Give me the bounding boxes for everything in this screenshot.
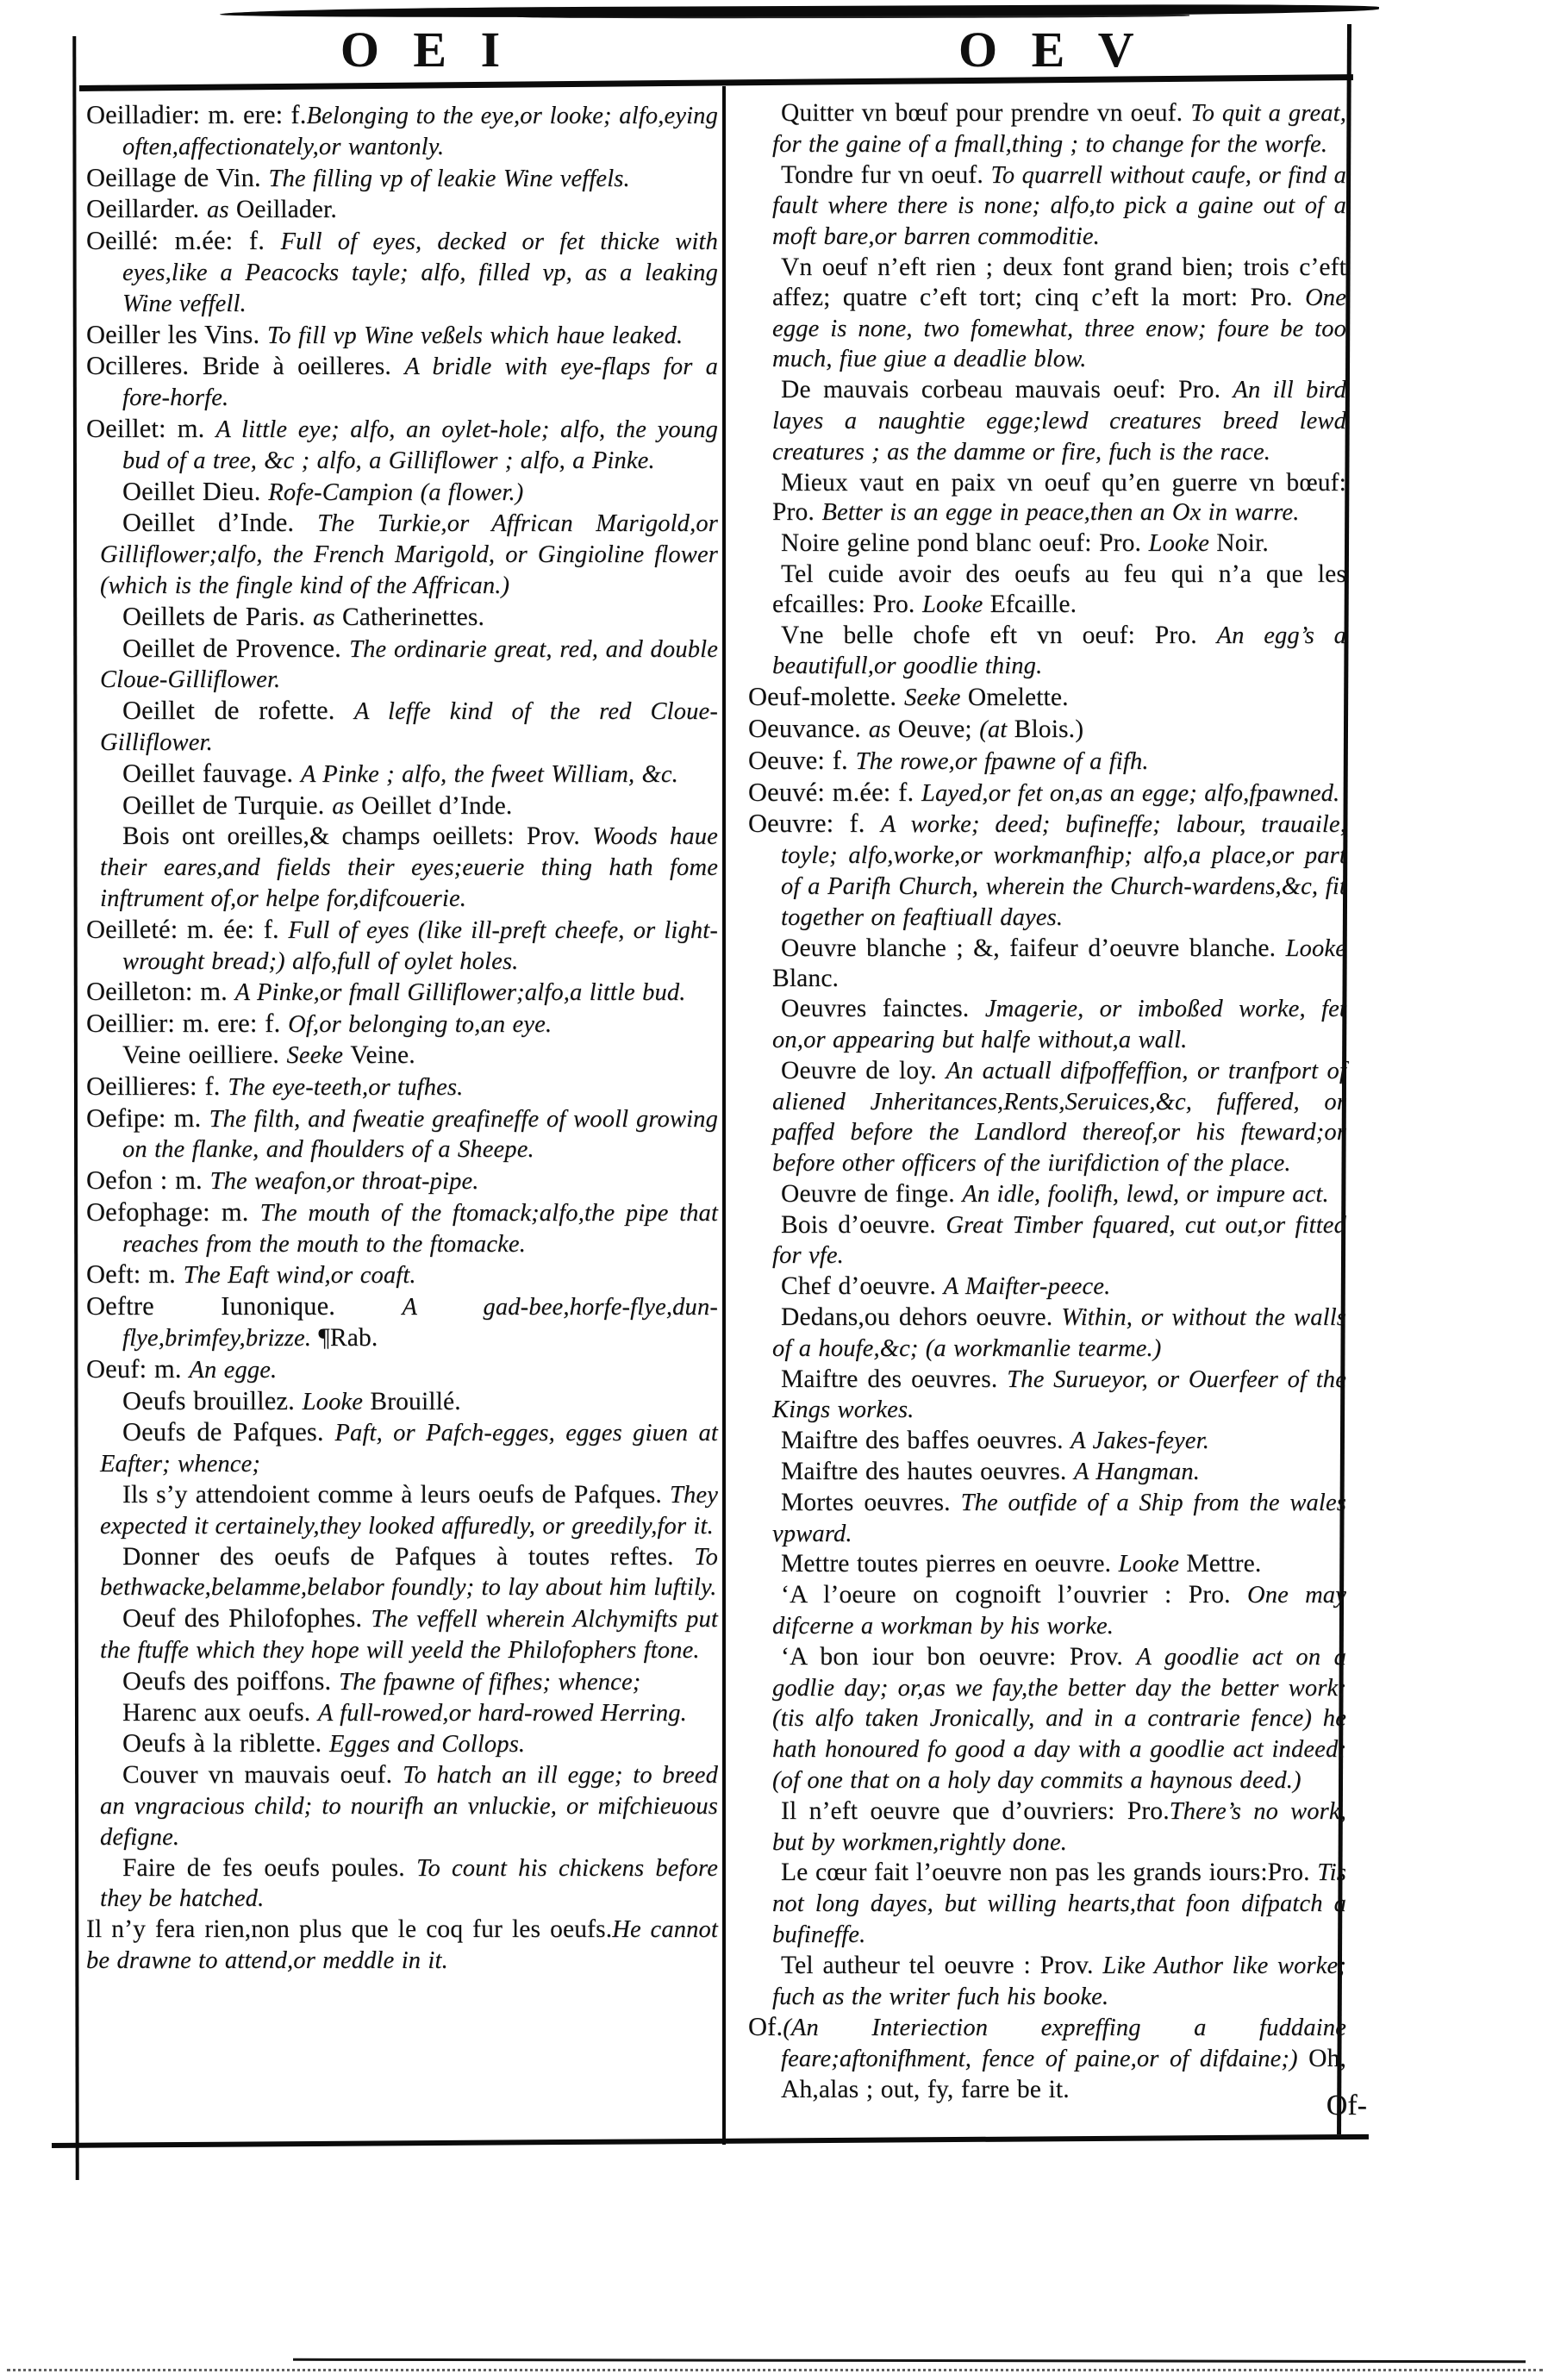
- entry-text: Bois d’oeuvre.: [781, 1210, 946, 1239]
- dictionary-entry: [86, 1542, 718, 1604]
- dictionary-entry: [748, 994, 1346, 1056]
- entry-headword: Oeilleté: m. ée: f.: [86, 914, 289, 944]
- entry-text: Quitter vn bœuf pour prendre vn oeuf.: [781, 99, 1191, 127]
- dictionary-entry: [86, 977, 718, 1009]
- entry-gloss: Looke: [1118, 1551, 1187, 1578]
- entry-gloss: (An Interiection expreffing a fuddaine feare;aftonifhment, fence of paine,or of difdaine;): [781, 2015, 1346, 2073]
- entry-text: Tel cuide avoir des oeufs au feu qui n’a que les efcailles: Pro.: [772, 559, 1346, 618]
- entry-gloss: A little eye; alfo, an oylet-hole; alfo, the young bud of a tree, &c ; alfo, a Gilliflower ; alfo, a Pinke.: [122, 415, 718, 474]
- dictionary-entry: [748, 559, 1346, 621]
- dictionary-entry: [748, 1580, 1346, 1642]
- dictionary-entry: [86, 602, 718, 634]
- dictionary-entry: [748, 528, 1346, 559]
- dictionary-entry: [748, 1056, 1346, 1179]
- entry-text: Ils s’y attendoient comme à leurs oeufs de Pafques.: [122, 1481, 670, 1509]
- dictionary-entry: [748, 746, 1346, 778]
- entry-gloss: Seeke: [286, 1041, 351, 1069]
- entry-text: Brouillé.: [370, 1387, 461, 1415]
- entry-text: De mauvais corbeau mauvais oeuf: Pro.: [781, 376, 1233, 404]
- entry-gloss: Great Timber fquared, cut out,or fitted for vfe.: [772, 1211, 1346, 1270]
- running-head-left: O E I: [340, 22, 509, 78]
- entry-headword: Oefophage: m.: [86, 1196, 260, 1227]
- entry-text: Oh, Ah,alas ; out, fy, farre be it.: [781, 2045, 1346, 2103]
- entry-text: Tel autheur tel oeuvre : Prov.: [781, 1951, 1103, 1979]
- entry-gloss: An ill bird layes a naughtie egge;lewd creatures breed lewd creatures ; as the damme or fire, fuch is the race.: [772, 377, 1346, 465]
- dictionary-entry: [748, 2012, 1346, 2104]
- entry-gloss: To bethwacke,belamme,belabor foundly; to lay about him luftily.: [100, 1543, 718, 1602]
- entry-text: Oeillet d’Inde.: [361, 791, 513, 820]
- entry-headword: Oeuve: f.: [748, 745, 856, 775]
- entry-text: Oeuvre blanche ; &, faifeur d’oeuvre blanche.: [781, 934, 1286, 962]
- entry-headword: Oeillage de Vin.: [86, 162, 269, 192]
- dictionary-entry: [86, 1354, 718, 1386]
- entry-gloss: Woods haue their eares,and fields their eyes;euerie thing hath fome inftrument of,or helpe for,difcouerie.: [100, 823, 718, 912]
- entry-headword: Oeillets de Paris.: [122, 601, 314, 631]
- entry-headword: Oeftre Iunonique.: [86, 1291, 403, 1321]
- page-top-rule-shadow: [517, 13, 1189, 18]
- dictionary-entry: [748, 98, 1346, 160]
- entry-headword: Oeft: m.: [86, 1259, 184, 1290]
- dictionary-entry: [86, 1040, 718, 1071]
- entry-text: Bride à oeilleres.: [202, 353, 405, 381]
- dictionary-entry: [86, 790, 718, 822]
- dictionary-entry: [748, 1210, 1346, 1272]
- dictionary-entry: [748, 1951, 1346, 2013]
- entry-gloss: To quit a great, for the gaine of a fmall,thing ; to change for the worfe.: [772, 100, 1346, 158]
- dictionary-entry: [86, 320, 718, 352]
- entry-gloss: An actuall difpoffeffion, or tranfport of aliened Jnheritances,Rents,Seruices,&c, fuffered, or paffed before the Landlord thereof,or his fteward;or before other officers of the iurifdiction of the place.: [772, 1057, 1346, 1178]
- entry-headword: Oeillé: m.ée: f.: [86, 226, 281, 256]
- entry-gloss: There’s no work, but by workmen,rightly done.: [772, 1797, 1346, 1856]
- entry-gloss: A worke; deed; bufineffe; labour, trauaile, toyle; alfo,worke,or workmanfhip; alfo,a place,or part of a Parifh Church, wherein the Church-wardens,&c, fit together on feaftiuall dayes.: [781, 811, 1346, 931]
- entry-text: Maiftre des oeuvres.: [781, 1365, 1008, 1393]
- dictionary-entry: [748, 1488, 1346, 1550]
- entry-headword: Oeufs de Pafques.: [122, 1417, 335, 1447]
- column-divider-rule: [722, 86, 726, 2145]
- entry-gloss: Layed,or fet on,as an egge; alfo,fpawned.: [921, 779, 1340, 807]
- entry-headword: Oeillet d’Inde.: [122, 508, 318, 538]
- dictionary-entry: [748, 253, 1346, 375]
- entry-gloss: A Pinke ; alfo, the fweet William, &c.: [300, 760, 678, 788]
- entry-text: Blanc.: [772, 965, 840, 993]
- entry-gloss: To count his chickens before they be hatched.: [100, 1854, 719, 1913]
- dictionary-entry: [86, 1698, 718, 1729]
- entry-headword: Oefon : m.: [86, 1165, 210, 1196]
- dictionary-entry: [748, 1796, 1346, 1858]
- entry-gloss: The weafon,or throat-pipe.: [209, 1168, 479, 1196]
- entry-headword: Oeiller les Vins.: [86, 319, 267, 349]
- entry-text: ʻA bon iour bon oeuvre: Prov.: [781, 1642, 1137, 1671]
- entry-gloss: The veffell wherein Alchymifts put the ftuffe which they hope will yeeld the Philofophers ftone.: [100, 1606, 718, 1665]
- entry-text: Noir.: [1216, 529, 1269, 558]
- entry-gloss: Tis not long dayes, but willing hearts,that foon difpatch a bufineffe.: [772, 1859, 1346, 1949]
- entry-gloss: The Turkie,or Affrican Marigold,or Gilliflower;alfo, the French Marigold, or Gingioline flower (which is the fingle kind of the Affrican.): [100, 510, 718, 599]
- dictionary-entry: [86, 1666, 718, 1698]
- entry-text: Harenc aux oeufs.: [122, 1698, 318, 1727]
- dictionary-entry: [86, 1071, 718, 1103]
- column-left: [86, 100, 718, 1977]
- dictionary-entry: [86, 194, 718, 226]
- entry-text: Mieux vaut en paix vn oeuf qu’en guerre vn bœuf: Pro.: [772, 468, 1346, 527]
- dictionary-entry: [86, 1165, 718, 1197]
- entry-headword: Oeilladier: m. ere: f.: [86, 100, 307, 129]
- entry-gloss: A full-rowed,or hard-rowed Herring.: [317, 1699, 687, 1727]
- dictionary-entry: [86, 1103, 718, 1166]
- scan-edge-line: [293, 2358, 1526, 2363]
- entry-gloss: The filling vp of leakie Wine veffels.: [268, 165, 630, 192]
- entry-headword: Oeuvé: m.ée: f.: [748, 777, 922, 807]
- dictionary-entry: [86, 1915, 718, 1977]
- entry-text: Omelette.: [967, 684, 1069, 712]
- entry-gloss: A Pinke,or fmall Gilliflower;alfo,a little bud.: [234, 979, 686, 1007]
- entry-text: Catherinettes.: [341, 603, 485, 631]
- entry-text: ¶Rab.: [318, 1324, 378, 1352]
- entry-headword: Oeufs des poiffons.: [122, 1665, 340, 1696]
- entry-gloss: Looke: [302, 1388, 371, 1415]
- dictionary-entry: [86, 100, 718, 163]
- entry-headword: Of.: [748, 2012, 783, 2042]
- dictionary-entry: [748, 1642, 1346, 1796]
- entry-text: Il n’y fera rien,non plus que le coq fur les oeufs.: [86, 1915, 613, 1944]
- entry-headword: Oeufs à la riblette.: [122, 1728, 330, 1758]
- dictionary-entry: [86, 1417, 718, 1480]
- entry-gloss: as: [868, 715, 898, 743]
- entry-gloss: One may difcerne a workman by his worke.: [772, 1582, 1346, 1640]
- entry-gloss: Paft, or Pafch-egges, egges giuen at Eafter; whence;: [100, 1420, 718, 1478]
- entry-headword: Oeilleton: m.: [86, 977, 235, 1007]
- entry-text: ʻA l’oeure on cognoift l’ouvrier : Pro.: [781, 1581, 1248, 1609]
- entry-headword: Oefipe: m.: [86, 1103, 209, 1133]
- dictionary-entry: [748, 375, 1346, 467]
- entry-text: Il n’eft oeuvre que d’ouvriers: Pro.: [781, 1796, 1170, 1825]
- dictionary-entry: [86, 634, 718, 697]
- entry-gloss: The outfide of a Ship from the wales vpward.: [772, 1489, 1346, 1547]
- dictionary-entry: [86, 1386, 718, 1418]
- entry-gloss: A bridle with eye-flaps for a fore-horfe.: [122, 353, 718, 412]
- entry-text: Blois.): [1014, 715, 1084, 743]
- dictionary-entry: [748, 934, 1346, 995]
- entry-gloss: A leffe kind of the red Cloue-Gilliflower.: [100, 698, 718, 756]
- entry-gloss: Jmagerie, or imboßed worke, fet on,or appearing but halfe without,a wall.: [772, 996, 1346, 1053]
- entry-gloss: Seeke: [903, 684, 968, 712]
- dictionary-entry: [86, 1603, 718, 1666]
- entry-headword: Oeillet Dieu.: [122, 476, 269, 506]
- entry-gloss: Looke: [1285, 934, 1346, 962]
- page-bottom-rule: [52, 2134, 1369, 2148]
- entry-headword: Oeufs brouillez.: [122, 1385, 303, 1415]
- entry-gloss: He cannot be drawne to attend,or meddle in it.: [86, 1916, 718, 1975]
- entry-gloss: A Maifter-peece.: [943, 1273, 1111, 1301]
- dictionary-entry: [86, 1291, 718, 1354]
- dictionary-entry: [86, 508, 718, 601]
- dictionary-entry: [86, 414, 718, 477]
- entry-headword: Oeillet de Provence.: [122, 633, 350, 663]
- entry-gloss: To quarrell without caufe, or find a fault where there is none; alfo,to pick a gaine out of a moft bare,or barren commoditie.: [772, 161, 1346, 251]
- entry-gloss: The Surueyor, or Ouerfeer of the Kings workes.: [772, 1365, 1346, 1424]
- entry-gloss: as: [207, 197, 236, 224]
- entry-headword: Oeuvance.: [748, 713, 869, 743]
- dictionary-entry: [748, 682, 1346, 714]
- dictionary-entry: [86, 1480, 718, 1542]
- dictionary-entry: [86, 1853, 718, 1915]
- entry-text: Chef d’oeuvre.: [781, 1272, 944, 1301]
- entry-text: Efcaille.: [989, 590, 1077, 618]
- entry-text: Veine.: [350, 1040, 415, 1069]
- entry-gloss: Belonging to the eye,or looke; alfo,eying often,affectionately,or wantonly.: [122, 103, 718, 160]
- dictionary-entry: [86, 759, 718, 790]
- dictionary-entry: [748, 621, 1346, 683]
- entry-gloss: An idle, foolifh, lewd, or impure act.: [962, 1180, 1329, 1208]
- entry-gloss: Like Author like worke; fuch as the writer fuch his booke.: [772, 1952, 1346, 2010]
- entry-text: Vne belle chofe eft vn oeuf: Pro.: [781, 621, 1217, 649]
- entry-gloss: as: [313, 603, 342, 631]
- dictionary-entry: [86, 821, 718, 914]
- dictionary-entry: [86, 351, 718, 414]
- entry-headword: Oeuf-molette.: [748, 682, 904, 712]
- dictionary-entry: [86, 1259, 718, 1291]
- entry-gloss: A Hangman.: [1073, 1459, 1201, 1486]
- dictionary-entry: [748, 1426, 1346, 1457]
- dictionary-entry: [86, 226, 718, 319]
- dictionary-entry: [748, 160, 1346, 253]
- entry-gloss: The rowe,or fpawne of a fifh.: [855, 747, 1149, 775]
- entry-headword: Oeuvre: f.: [748, 809, 881, 839]
- dictionary-entry: [748, 778, 1346, 809]
- running-head-right: O E V: [958, 22, 1142, 78]
- dictionary-entry: [748, 1549, 1346, 1580]
- dictionary-entry: [748, 1271, 1346, 1302]
- entry-gloss: Full of eyes (like ill-preft cheefe, or light-wrought bread;) alfo,full of oylet holes.: [122, 916, 718, 975]
- entry-headword: Oeillet fauvage.: [122, 758, 301, 788]
- dictionary-entry: [86, 696, 718, 759]
- entry-gloss: An egge.: [189, 1356, 278, 1384]
- entry-text: Oeuve;: [897, 715, 980, 743]
- column-right: [748, 98, 1346, 2105]
- entry-gloss: Better is an egge in peace,then an Ox in warre.: [821, 499, 1300, 527]
- entry-gloss: Egges and Collops.: [329, 1731, 526, 1758]
- entry-gloss: Within, or without the walls of a houfe,&c; (a workmanlie tearme.): [772, 1304, 1346, 1362]
- entry-text: Dedans,ou dehors oeuvre.: [781, 1303, 1062, 1332]
- entry-text: Oeillader.: [235, 196, 337, 224]
- entry-text: Maiftre des baffes oeuvres.: [781, 1427, 1071, 1455]
- dictionary-entry: [748, 1302, 1346, 1365]
- entry-gloss: The fpawne of fifhes; whence;: [339, 1668, 641, 1696]
- entry-text: Mettre.: [1186, 1550, 1262, 1578]
- entry-gloss: To fill vp Wine veßels which haue leaked.: [267, 322, 683, 349]
- entry-headword: Oeillet: m.: [86, 413, 216, 443]
- dictionary-entry: [748, 1858, 1346, 1950]
- entry-text: Oeuvre de loy.: [781, 1056, 946, 1084]
- entry-headword: Oeillarder.: [86, 194, 207, 224]
- entry-gloss: The mouth of the ftomack;alfo,the pipe that reaches from the mouth to the ftomacke.: [122, 1199, 719, 1258]
- entry-text: Bois ont oreilles,& champs oeillets: Prov.: [122, 822, 593, 851]
- entry-gloss: The ordinarie great, red, and double Cloue-Gilliflower.: [100, 635, 718, 694]
- dictionary-entry: [748, 1365, 1346, 1427]
- entry-text: Le cœur fait l’oeuvre non pas les grands iours:Pro.: [781, 1858, 1318, 1887]
- entry-headword: Oeillet de rofette.: [122, 696, 354, 726]
- entry-text: Oeuvres fainctes.: [781, 995, 985, 1023]
- entry-text: Couver vn mauvais oeuf.: [122, 1761, 403, 1790]
- entry-gloss: Looke: [921, 590, 990, 618]
- catchword: Of-: [1326, 2090, 1367, 2121]
- entry-text: Noire geline pond blanc oeuf: Pro.: [781, 529, 1149, 558]
- entry-text: Tondre fur vn oeuf.: [781, 160, 991, 189]
- entry-headword: Ocilleres.: [86, 351, 203, 381]
- entry-gloss: One egge is none, two fomewhat, three enow; foure be too much, fiue giue a deadlie blow.: [772, 284, 1346, 373]
- entry-gloss: An egg’s a beautifull,or goodlie thing.: [772, 622, 1347, 680]
- entry-gloss: Looke: [1148, 530, 1217, 558]
- dictionary-entry: [748, 1457, 1346, 1488]
- entry-text: Faire de fes oeufs poules.: [122, 1853, 417, 1882]
- entry-headword: Oeuf des Philofophes.: [122, 1603, 371, 1634]
- entry-headword: Oeillet de Turquie.: [122, 790, 333, 820]
- entry-headword: Oeuf: m.: [86, 1353, 190, 1384]
- dictionary-entry: [86, 915, 718, 978]
- dictionary-entry: [748, 1179, 1346, 1210]
- entry-gloss: The eye-teeth,or tufhes.: [228, 1073, 464, 1101]
- entry-gloss: They expected it certainely,they looked affuredly, or greedily,for it.: [100, 1482, 718, 1540]
- dictionary-entry: [86, 1760, 718, 1852]
- entry-gloss: Rofe-Campion (a flower.): [268, 478, 524, 506]
- entry-gloss: To hatch an ill egge; to breed an vngracious child; to nourifh an vnluckie, or mifchieuous defigne.: [100, 1762, 718, 1851]
- entry-gloss: Of,or belonging to,an eye.: [288, 1011, 552, 1039]
- dictionary-entry: [748, 809, 1346, 933]
- entry-gloss: A Jakes-feyer.: [1070, 1427, 1209, 1455]
- entry-text: Vn oeuf n’eft rien ; deux font grand bien; trois c’eft affez; quatre c’eft tort; cinq c’eft la mort: Pro.: [772, 253, 1346, 311]
- entry-text: Maiftre des hautes oeuvres.: [781, 1458, 1074, 1486]
- entry-text: Oeuvre de finge.: [781, 1179, 963, 1208]
- dictionary-entry: [86, 1197, 718, 1260]
- entry-gloss: as: [332, 792, 362, 820]
- entry-gloss: Full of eyes, decked or fet thicke with eyes,like a Peacocks tayle; alfo, filled vp, as a leaking Wine veffell.: [122, 228, 718, 317]
- entry-gloss: The Eaft wind,or coaft.: [183, 1262, 416, 1290]
- entry-text: Mettre toutes pierres en oeuvre.: [781, 1550, 1119, 1578]
- entry-headword: Oeillieres: f.: [86, 1071, 228, 1101]
- page-frame-left-border: [72, 36, 78, 2180]
- dictionary-entry: [86, 1009, 718, 1040]
- dictionary-entry: [86, 1728, 718, 1760]
- entry-gloss: The filth, and fweatie greafineffe of wooll growing on the flanke, and fhoulders of a Sheepe.: [122, 1105, 718, 1164]
- dictionary-entry: [748, 714, 1346, 746]
- dictionary-entry: [86, 477, 718, 509]
- entry-headword: Oeillier: m. ere: f.: [86, 1009, 289, 1039]
- entry-text: Donner des oeufs de Pafques à toutes reftes.: [122, 1542, 695, 1571]
- dictionary-entry: [748, 468, 1346, 529]
- dictionary-entry: [86, 163, 718, 195]
- entry-gloss: (at: [979, 715, 1014, 743]
- entry-text: Veine oeilliere.: [122, 1040, 287, 1069]
- entry-text: Mortes oeuvres.: [781, 1488, 961, 1516]
- entry-gloss: A gad-bee,horfe-flye,dun-flye,brimfey,brizze.: [122, 1294, 718, 1352]
- entry-gloss: A goodlie act on a godlie day; or,as we fay,the better day the better work; (tis alfo taken Jronically, and in a contrarie fence) he hath honoured fo good a day with a goodlie act indeed; (of one that on a holy day commits a haynous deed.): [772, 1643, 1347, 1795]
- scan-edge-dots: [7, 2369, 1543, 2371]
- header-divider-rule: [79, 74, 1353, 91]
